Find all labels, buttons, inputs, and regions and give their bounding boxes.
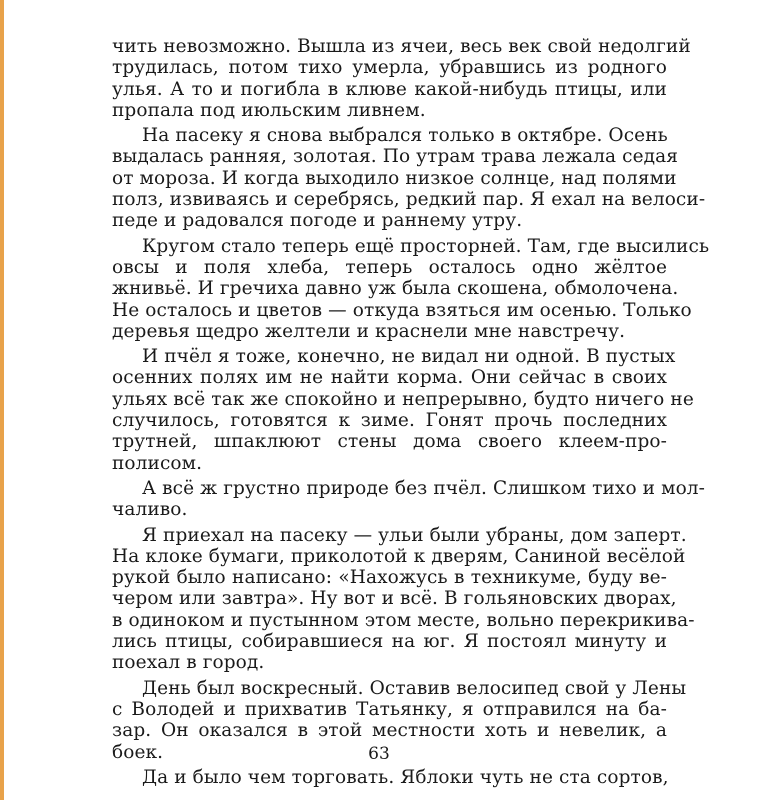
text-line: поехал в город. [112, 652, 265, 674]
page-number: 63 [368, 744, 390, 764]
text-line: День был воскресный. Оставив велосипед свой у Лены [142, 677, 687, 699]
text-line: боек. [112, 741, 164, 763]
page-text [112, 36, 710, 788]
text-line: осенних полях им не найти корма. Они сейчас в своих [112, 367, 667, 389]
text-line: педе и радовался погоде и раннему утру. [112, 210, 523, 232]
text-line: трудилась, потом тихо умерла, убравшись из родного [112, 57, 667, 79]
text-line: лись птицы, собиравшиеся на юг. Я постоял минуту и [112, 631, 667, 653]
text-line: в одиноком и пустынном этом месте, вольно перекрикива- [112, 609, 695, 631]
text-line: А всё ж грустно природе без пчёл. Слишком тихо и мол- [142, 477, 706, 499]
text-line: зар. Он оказался в этой местности хоть и невелик, а [112, 720, 667, 742]
text-line: ульях всё так же спокойно и непрерывно, будто ничего не [112, 388, 694, 410]
paragraph [112, 346, 694, 474]
text-line: случилось, готовятся к зиме. Гонят прочь последних [112, 410, 667, 432]
text-line: чером или завтра». Ну вот и всё. В гольяновских дворах, [112, 588, 677, 610]
text-line: рукой было написано: «Нахожусь в техникуме, буду ве- [112, 567, 667, 589]
text-line: На пасеку я снова выбрался только в октябре. Осень [142, 125, 668, 147]
paragraph [112, 524, 695, 674]
text-line: от мороза. И когда выходило низкое солнце, над полями [112, 167, 677, 189]
text-line: жнивьё. И гречиха давно уж была скошена, обмолочена. [112, 278, 679, 300]
text-line: Кругом стало теперь ещё просторней. Там, где высились [142, 235, 710, 257]
paragraph [112, 477, 706, 521]
text-line: трутней, шпаклюют стены дома своего клеем-про- [112, 431, 667, 453]
text-line: Не осталось и цветов — откуда взяться им осенью. Только [112, 299, 692, 321]
text-line: с Володей и прихватив Татьянку, я отправился на ба- [112, 698, 667, 720]
text-line: пропала под июльским ливнем. [112, 99, 426, 121]
text-line: полисом. [112, 452, 203, 474]
paragraph [112, 36, 691, 121]
text-line: полз, извиваясь и серебрясь, редкий пар. Я ехал на велоси- [112, 189, 706, 211]
paragraph [112, 767, 667, 788]
paragraph [112, 125, 706, 232]
text-line: выдалась ранняя, золотая. По утрам трава лежала седая [112, 146, 679, 168]
page-edge-color-strip [0, 0, 4, 800]
text-line: улья. А то и погибла в клюве какой-нибудь птицы, или [112, 78, 667, 100]
text-line: Да и было чем торговать. Яблоки чуть не ста сортов, [142, 766, 669, 788]
text-line: И пчёл я тоже, конечно, не видал ни одной. В пустых [142, 346, 676, 368]
text-line: Я приехал на пасеку — ульи были убраны, дом заперт. [142, 524, 687, 546]
text-line: деревья щедро желтели и краснели мне навстречу. [112, 320, 626, 342]
text-line: чить невозможно. Вышла из ячеи, весь век свой недолгий [112, 36, 691, 57]
text-line: овсы и поля хлеба, теперь осталось одно жёлтое [112, 256, 667, 278]
text-line: чаливо. [112, 499, 188, 521]
text-line: На клоке бумаги, приколотой к дверям, Саниной весёлой [112, 545, 686, 567]
paragraph [112, 235, 710, 342]
